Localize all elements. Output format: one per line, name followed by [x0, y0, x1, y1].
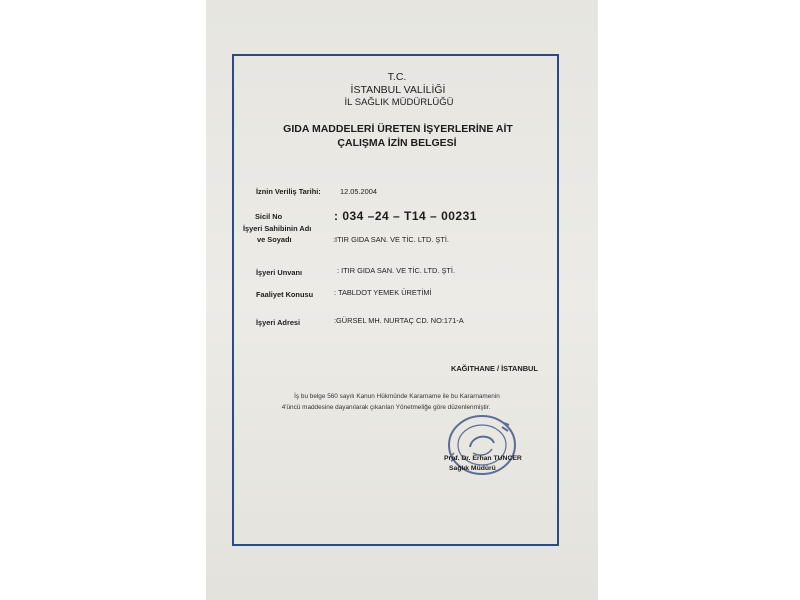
- document-title-line2: ÇALIŞMA İZİN BELGESİ: [337, 137, 457, 149]
- owner-label-continued: ve Soyadı: [257, 235, 292, 244]
- header-health-directorate: İL SAĞLIK MÜDÜRLÜĞÜ: [344, 97, 454, 108]
- owner-value: :ITIR GIDA SAN. VE TİC. LTD. ŞTİ.: [333, 235, 449, 244]
- registry-number-label: Sicil No: [255, 212, 283, 221]
- issue-date-label: İznin Veriliş Tarihi:: [256, 187, 321, 196]
- header-governorship: İSTANBUL VALİLİĞİ: [350, 84, 446, 96]
- legal-note-line2: 4'üncü maddesine dayanılarak çıkarılan Yönetmeliğe göre düzenlenmiştir.: [281, 404, 491, 411]
- header-tc: T.C.: [387, 71, 407, 83]
- legal-note-line1: İş bu belge 560 sayılı Kanun Hükmünde Kararname ile bu Kararnamenin: [294, 393, 500, 400]
- issue-date-value: 12.05.2004: [340, 187, 377, 196]
- registry-number-value: : 034 –24 – T14 – 00231: [334, 209, 477, 223]
- address-label: İşyeri Adresi: [256, 318, 301, 327]
- document-title-line1: GIDA MADDELERİ ÜRETEN İŞYERLERİNE AİT: [283, 123, 513, 135]
- district-text: KAĞITHANE / İSTANBUL: [451, 364, 538, 373]
- signatory-role: Sağlık Müdürü: [449, 465, 496, 472]
- business-title-label: İşyeri Unvanı: [256, 268, 303, 277]
- address-value: :GÜRSEL MH. NURTAÇ CD. NO:171-A: [334, 316, 464, 325]
- business-title-value: : ITIR GIDA SAN. VE TİC. LTD. ŞTİ.: [337, 266, 455, 275]
- owner-label: İşyeri Sahibinin Adı: [243, 224, 312, 233]
- signatory-name: Prof. Dr. Erhan TUNCER: [444, 455, 522, 462]
- activity-value: : TABLDOT YEMEK ÜRETİMİ: [334, 288, 432, 297]
- activity-label: Faaliyet Konusu: [256, 290, 314, 299]
